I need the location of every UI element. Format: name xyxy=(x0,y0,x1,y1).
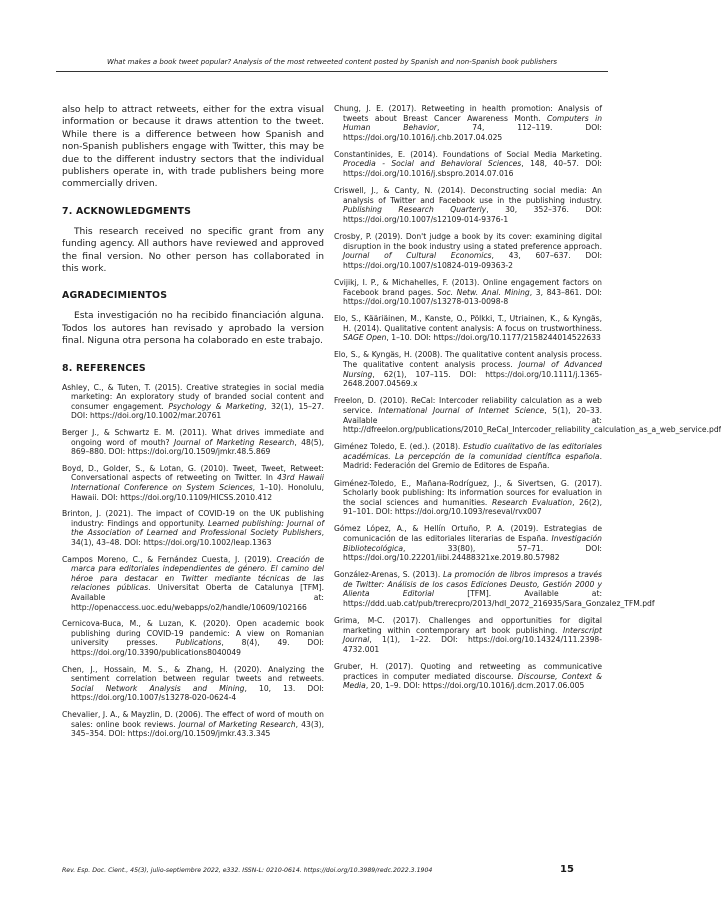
reference-details: , 3, 843–861. DOI: https://doi.org/10.1007/s13278-013-0098-8 xyxy=(343,287,602,307)
references-list-right xyxy=(334,104,721,691)
reference-entry xyxy=(334,232,602,270)
reference-source-title: Procedia - Social and Behavioral Sciences xyxy=(343,159,522,169)
reference-entry xyxy=(62,665,324,703)
reference-entry xyxy=(62,428,324,457)
reference-entry xyxy=(334,524,602,562)
reference-details: , 5(1), 20–33. Available at: http://dfreelon.org/publications/2010_ReCal_Intercoder_reliability_calculation_as_a_web_service.pdf xyxy=(343,405,721,435)
reference-source-title: Research Evaluation xyxy=(492,497,573,507)
reference-text: Criswell, J., & Canty, N. (2014). Deconstructing social media: An analysis of Twitter and Facebook use in the publishing industry. xyxy=(334,186,602,205)
reference-text: Boyd, D., Golder, S., & Lotan, G. (2010). Tweet, Tweet, Retweet: Conversational aspects of retweeting on Twitter. In xyxy=(62,463,324,483)
reference-details: , 34(1), 43–48. DOI: https://doi.org/10.1002/leap.1363 xyxy=(71,528,324,547)
acknowledgments-text: This research received no specific grant from any funding agency. All authors have reviewed and approved the final version. No other person has collaborated in this work. xyxy=(62,226,324,275)
reference-details: , 48(5), 869–880. DOI: https://doi.org/10.1509/jmkr.48.5.869 xyxy=(71,437,324,457)
page-number: 15 xyxy=(560,864,574,875)
reference-details: , 32(1), 15–27. DOI: https://doi.org/10.1002/mar.20761 xyxy=(71,401,324,421)
reference-text: Constantinides, E. (2014). Foundations of Social Media Marketing. xyxy=(334,149,602,159)
running-header: What makes a book tweet popular? Analysis of the most retweeted content posted by Spanish and non-Spanish book publishers xyxy=(106,58,558,66)
reference-entry xyxy=(334,396,721,435)
reference-details: , 33(80), 57–71. DOI: https://doi.org/10.22201/iibi.24488321xe.2019.80.57982 xyxy=(343,543,602,563)
reference-text: Freelon, D. (2010). ReCal: Intercoder reliability calculation as a web service. xyxy=(334,396,602,415)
reference-details: , 74, 112–119. DOI: https://doi.org/10.1016/j.chb.2017.04.025 xyxy=(343,123,602,142)
reference-text: Chen, J., Hossain, M. S., & Zhang, H. (2020). Analyzing the sentiment correlation between regular tweets and retweets. xyxy=(62,664,324,684)
reference-source-title: Journal of Marketing Research xyxy=(173,437,295,447)
reference-source-title: Journal of Advanced Nursing xyxy=(343,360,603,379)
reference-source-title: Publications xyxy=(175,638,222,648)
reference-text: Gruber, H. (2017). Quoting and retweeting as communicative practices in computer mediated discourse. xyxy=(334,662,602,681)
reference-source-title: Interscript Journal xyxy=(343,625,602,645)
reference-text: González-Arenas, S. (2013). xyxy=(334,570,444,580)
reference-text: Berger J., & Schwartz E. M. (2011). What drives immediate and ongoing word of mouth? xyxy=(62,428,324,447)
reference-text: Ashley, C., & Tuten, T. (2015). Creative strategies in social media marketing: An exploratory study of branded social content and consumer engagement. xyxy=(62,382,324,411)
reference-source-title: Social Network Analysis and Mining xyxy=(71,683,245,693)
reference-details: , 1(1), 1–22. DOI: https://doi.org/10.14324/111.2398-4732.001 xyxy=(343,635,602,654)
reference-text: Elo, S., Kääriäinen, M., Kanste, O., Pölkki, T., Utriainen, K., & Kyngäs, H. (2014). Qualitative content analysis: A focus on trustworthiness. xyxy=(334,314,602,333)
reference-source-title: Creación de marca para editoriales independientes de género. El camino del héroe para destacar en Twitter mediante técnicas de las relaciones públicas xyxy=(71,554,324,593)
reference-text: Cernicova-Buca, M., & Luzan, K. (2020). Open academic book publishing during COVID-19 pandemic: A view on Romanian university presses. xyxy=(62,619,324,648)
reference-entry xyxy=(62,383,324,421)
reference-source-title: Soc. Netw. Anal. Mining xyxy=(437,287,530,297)
intro-paragraph: also help to attract retweets, either for the extra visual information or because it draws attention to the tweet. While there is a difference between how Spanish and non-Spanish publishers engage with Twitter, this may be due to the different industry sectors that the individual publishers operate in, with trade publishers being more commercially driven. xyxy=(62,105,324,190)
reference-details: , 10, 13. DOI: https://doi.org/10.1007/s13278-020-0624-4 xyxy=(71,683,324,703)
reference-source-title: La promoción de libros impresos a través de Twitter: Análisis de los casos Ediciones Deusto, Gestión 2000 y Alienta Editorial xyxy=(343,570,602,599)
reference-source-title: Journal of Marketing Research xyxy=(178,719,296,729)
reference-entry xyxy=(334,570,655,609)
reference-text: Giménez-Toledo, E., Mañana-Rodríguez, J., & Sivertsen, G. (2017). Scholarly book publishing: Its information sources for evaluation in the social sciences and humanities. xyxy=(334,478,602,507)
reference-details: , 1–10). Honolulu, Hawaii. DOI: https://doi.org/10.1109/HICSS.2010.412 xyxy=(71,483,324,502)
right-column xyxy=(334,104,721,698)
reference-source-title: Publishing Research Quarterly xyxy=(343,205,487,215)
reference-details: , 20, 1–9. DOI: https://doi.org/10.1016/j.dcm.2017.06.005 xyxy=(365,681,585,691)
agradecimientos-heading: AGRADECIMIENTOS xyxy=(62,290,168,302)
reference-entry xyxy=(334,662,602,691)
reference-source-title: Investigación Bibliotecológica xyxy=(343,533,602,553)
reference-text: Elo, S., & Kyngäs, H. (2008). The qualitative content analysis process. The qualitative content analysis process. xyxy=(334,350,602,370)
reference-details: , 1–10. DOI: https://doi.org/10.1177/2158244014522633 xyxy=(386,333,601,343)
reference-source-title: Computers in Human Behavior xyxy=(343,113,603,133)
references-list-left xyxy=(62,383,324,739)
reference-text: Grima, M-C. (2017). Challenges and opportunities for digital marketing within contemporary art book publishing. xyxy=(334,616,602,635)
reference-entry xyxy=(62,619,324,657)
reference-source-title: Estudio cualitativo de las editoriales académicas. La percepción de la comunidad científica española xyxy=(343,442,602,461)
reference-details: . Universitat Oberta de Catalunya [TFM]. Available at: http://openaccess.uoc.edu/webapps/o2/handle/10609/102166 xyxy=(71,583,324,612)
reference-text: Gómez López, A., & Hellín Ortuño, P. A. (2019). Estrategias de comunicación de las editoriales literarias de España. xyxy=(334,524,602,543)
reference-entry xyxy=(334,479,602,517)
reference-details: [TFM]. Available at: https://ddd.uab.cat/pub/trerecpro/2013/hdl_2072_216935/Sara_Gonzalez_TFM.pdf xyxy=(343,589,655,609)
references-heading: 8. REFERENCES xyxy=(62,362,146,374)
reference-entry xyxy=(334,186,602,224)
reference-entry xyxy=(334,350,602,388)
reference-text: Chung, J. E. (2017). Retweeting in health promotion: Analysis of tweets about Breast Cancer Awareness Month. xyxy=(334,104,602,123)
reference-details: , 148, 40–57. DOI: https://doi.org/10.1016/j.sbspro.2014.07.016 xyxy=(343,159,602,179)
reference-entry xyxy=(334,314,602,343)
reference-text: Brinton, J. (2021). The impact of COVID-19 on the UK publishing industry: Findings and opportunity. xyxy=(62,509,324,528)
reference-source-title: 43rd Hawaii International Conference on System Sciences xyxy=(71,473,325,493)
reference-source-title: Psychology & Marketing xyxy=(168,401,265,411)
reference-details: , 43, 607–637. DOI: https://doi.org/10.1007/s10824-019-09363-2 xyxy=(343,251,602,270)
reference-details: . Madrid: Federación del Gremio de Editores de España. xyxy=(343,451,602,471)
reference-entry xyxy=(334,442,602,471)
reference-details: , 62(1), 107–115. DOI: https://doi.org/10.1111/j.1365-2648.2007.04569.x xyxy=(343,369,602,389)
reference-text: Campos Moreno, C., & Fernández Cuesta, J. (2019). xyxy=(62,554,277,564)
reference-source-title: Learned publishing: Journal of the Association of Learned and Professional Society Publishers xyxy=(71,518,324,538)
reference-entry xyxy=(334,278,602,307)
reference-details: , 43(3), 345–354. DOI: https://doi.org/10.1509/jmkr.43.3.345 xyxy=(71,719,324,739)
left-column xyxy=(62,104,324,746)
reference-details: , 26(2), 91–101. DOI: https://doi.org/10.1093/reseval/rvx007 xyxy=(343,497,602,517)
reference-details: , 30, 352–376. DOI: https://doi.org/10.1007/s12109-014-9376-1 xyxy=(343,205,602,224)
reference-source-title: SAGE Open xyxy=(343,333,387,343)
agradecimientos-text: Esta investigación no ha recibido financiación alguna. Todos los autores han revisado y aprobado la version final. Niguna otra persona ha colaborado en este trabajo. xyxy=(62,311,324,347)
reference-entry xyxy=(62,555,324,613)
reference-text: Giménez Toledo, E. (ed.). (2018). xyxy=(334,442,464,452)
reference-source-title: International Journal of Internet Science xyxy=(378,405,545,415)
reference-text: Chevalier, J. A., & Mayzlin, D. (2006). The effect of word of mouth on sales: online book reviews. xyxy=(62,709,324,729)
reference-entry xyxy=(334,104,602,142)
header-divider xyxy=(56,71,608,72)
reference-text: Cvijikj, I. P., & Michahelles, F. (2013). Online engagement factors on Facebook brand pages. xyxy=(334,277,602,297)
reference-text: Crosby, P. (2019). Don't judge a book by its cover: examining digital disruption in the book industry using a stated preference approach. xyxy=(334,232,602,251)
reference-entry xyxy=(334,616,602,654)
reference-source-title: Discourse, Context & Media xyxy=(343,671,602,691)
reference-source-title: Journal of Cultural Economics xyxy=(343,251,492,261)
footer-citation: Rev. Esp. Doc. Cient., 45(3), julio-septiembre 2022, e332. ISSN-L: 0210-0614. https://doi.org/10.3989/redc.2022.3.1904 xyxy=(62,867,433,874)
reference-entry xyxy=(62,509,324,547)
reference-entry xyxy=(62,464,324,502)
acknowledgments-heading: 7. ACKNOWLEDGMENTS xyxy=(62,205,192,217)
reference-entry xyxy=(334,150,602,179)
reference-details: , 8(4), 49. DOI: https://doi.org/10.3390/publications8040049 xyxy=(71,638,324,657)
reference-entry xyxy=(62,710,324,739)
